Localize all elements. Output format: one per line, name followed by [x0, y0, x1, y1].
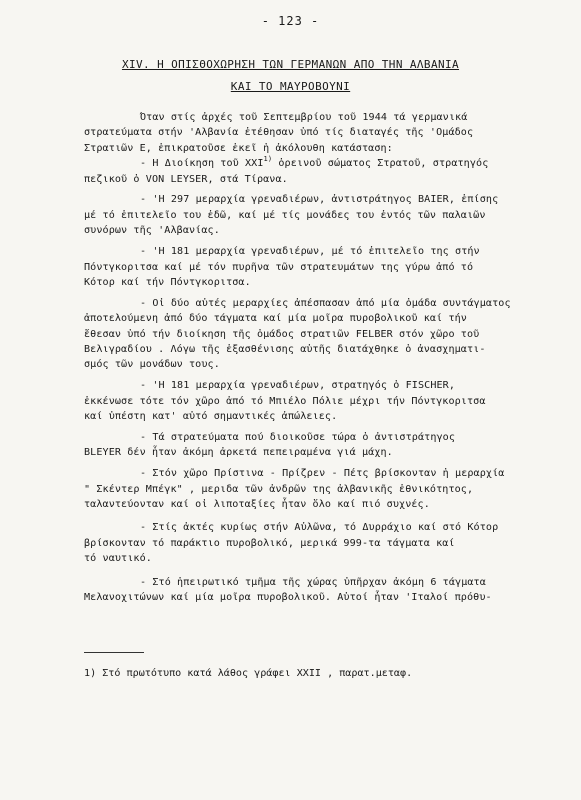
paragraph	[84, 378, 572, 424]
paragraph	[84, 575, 572, 606]
footnote-marker: 1)	[263, 155, 273, 164]
text-line: - Στό ἠπειρωτικό τμῆμα τῆς χώρας ὑπῆρχαν ἀκόμη 6 τάγματα	[140, 576, 486, 588]
body-text	[84, 110, 572, 611]
text-line: " Σκέντερ Μπέγκ" , μεριδα τῶν ἀνδρῶν της ἀλβανικῆς ἐθνικότητος,	[84, 483, 474, 495]
paragraph	[84, 192, 572, 238]
text-line: καί ὑπέστη κατ' αὐτό σημαντικές ἀπώλειες.	[84, 411, 338, 423]
chapter-subtitle: ΚΑΙ ΤΟ ΜΑΥΡΟΒΟΥΝΙ	[230, 80, 351, 93]
paragraph-intro	[84, 110, 572, 187]
text-line: Στρατιῶν Ε, ἐπικρατοῦσε ἐκεῖ ἡ ἀκόλουθη κατάσταση:	[84, 142, 393, 154]
text-line: - Οἱ δύο αὐτές μεραρχίες ἀπέσπασαν ἀπό μία ὁμάδα συντάγματος	[140, 297, 511, 309]
text-line: μέ τό ἐπιτελεῖο του ἐδῶ, καί μέ τίς μονάδες του ἐντός τῶν παλαιῶν	[84, 209, 486, 221]
paragraph	[84, 296, 572, 373]
text-line: Όταν στίς ἀρχές τοῦ Σεπτεμβρίου τοῦ 1944 τά γερμανικά	[140, 112, 468, 123]
paragraph	[84, 520, 572, 566]
text-line: - Η Διοίκηση τοῦ XXI$^{1)}$ ὀρεινοῦ σώματος Στρατοῦ, στρατηγός	[140, 155, 489, 170]
text-line: ἔθεσαν ὑπό τήν διοίκηση τῆς ὁμάδος στρατιῶν FELBER στόν χῶρο τοῦ	[84, 328, 480, 340]
chapter-title: XIV. Η ΟΠΙΣΘΟΧΩΡΗΣΗ ΤΩΝ ΓΕΡΜΑΝΩΝ ΑΠΟ ΤΗΝ ΑΛΒΑΝΙΑ	[121, 58, 460, 71]
text-line: ταλαντεύονταν καί οἱ λιποταξίες ἦταν ὅλο καί πιό συχνές.	[84, 498, 430, 510]
text-line: στρατεύματα στήν 'Αλβανία ἐτέθησαν ὑπό τίς διαταγές τῆς 'Ομάδος	[84, 127, 474, 139]
text-line: BLEYER δέν ἦταν ἀκόμη ἀρκετά πεπειραμένα γιά μάχη.	[84, 447, 393, 459]
text-line: - Στίς ἀκτές κυρίως στήν Αὐλῶνα, τό Δυρράχιο καί στό Κότορ	[140, 522, 499, 534]
text-line: - 'Η 181 μεραρχία γρεναδιέρων, στρατηγός ὁ FISCHER,	[140, 380, 456, 392]
text-line: - 'Η 297 μεραρχία γρεναδιέρων, ἀντιστράτηγος BAIER, ἐπίσης	[140, 194, 499, 206]
text-line: Κότορ καί τήν Πόντγκοριτσα.	[84, 276, 251, 288]
text-line: - 'Η 181 μεραρχία γρεναδιέρων, μέ τό ἐπιτελεῖο της στήν	[140, 246, 480, 258]
text-line: πεζικοῦ ὁ VON LEYSER, στά Τίρανα.	[84, 173, 288, 185]
text-line: ἐκκένωσε τότε τόν χῶρο ἀπό τό Μπιέλο Πόλιε μέχρι τήν Πόντγκοριτσα	[84, 395, 486, 407]
footnote: 1) Στό πρωτότυπο κατά λάθος γράφει XXII , παρατ.μεταφ.	[84, 668, 413, 679]
text-line: ἀποτελούμενη ἀπό δύο τάγματα καί μία μοῖρα πυροβολικοῦ καί τήν	[84, 313, 467, 325]
paragraph	[84, 430, 572, 461]
text-line: Μελανοχιτώνων καί μία μοῖρα πυροβολικοῦ. Αὐτοί ἦταν 'Ιταλοί πρόθυ-	[84, 591, 492, 603]
text-line: - Στόν χῶρο Πρίστινα - Πρίζρεν - Πέτς βρίσκονταν ἡ μεραρχία	[140, 468, 505, 480]
text-line: βρίσκονταν τό παράκτιο πυροβολικό, μερικά 999-τα τάγματα καί	[84, 537, 455, 549]
footnote-separator	[84, 652, 144, 653]
text-line: σμός τῶν μονάδων τους.	[84, 359, 220, 371]
text-line: Βελιγραδίου . Λόγω τῆς ἐξασθένισης αὐτῆς διατάχθηκε ὁ ἀνασχηματι-	[84, 343, 486, 355]
page-number: - 123 -	[261, 14, 320, 28]
text-line: - Τά στρατεύματα πού διοικοῦσε τώρα ὁ ἀντιστράτηγος	[140, 431, 456, 443]
paragraph	[84, 244, 572, 290]
text-line: τό ναυτικό.	[84, 553, 152, 565]
paragraph	[84, 466, 572, 512]
text-line: Πόντγκοριτσα καί μέ τόν πυρῆνα τῶν στρατευμάτων της γύρω ἀπό τό	[84, 261, 474, 273]
text-line: συνόρων τῆς 'Αλβανίας.	[84, 225, 220, 237]
